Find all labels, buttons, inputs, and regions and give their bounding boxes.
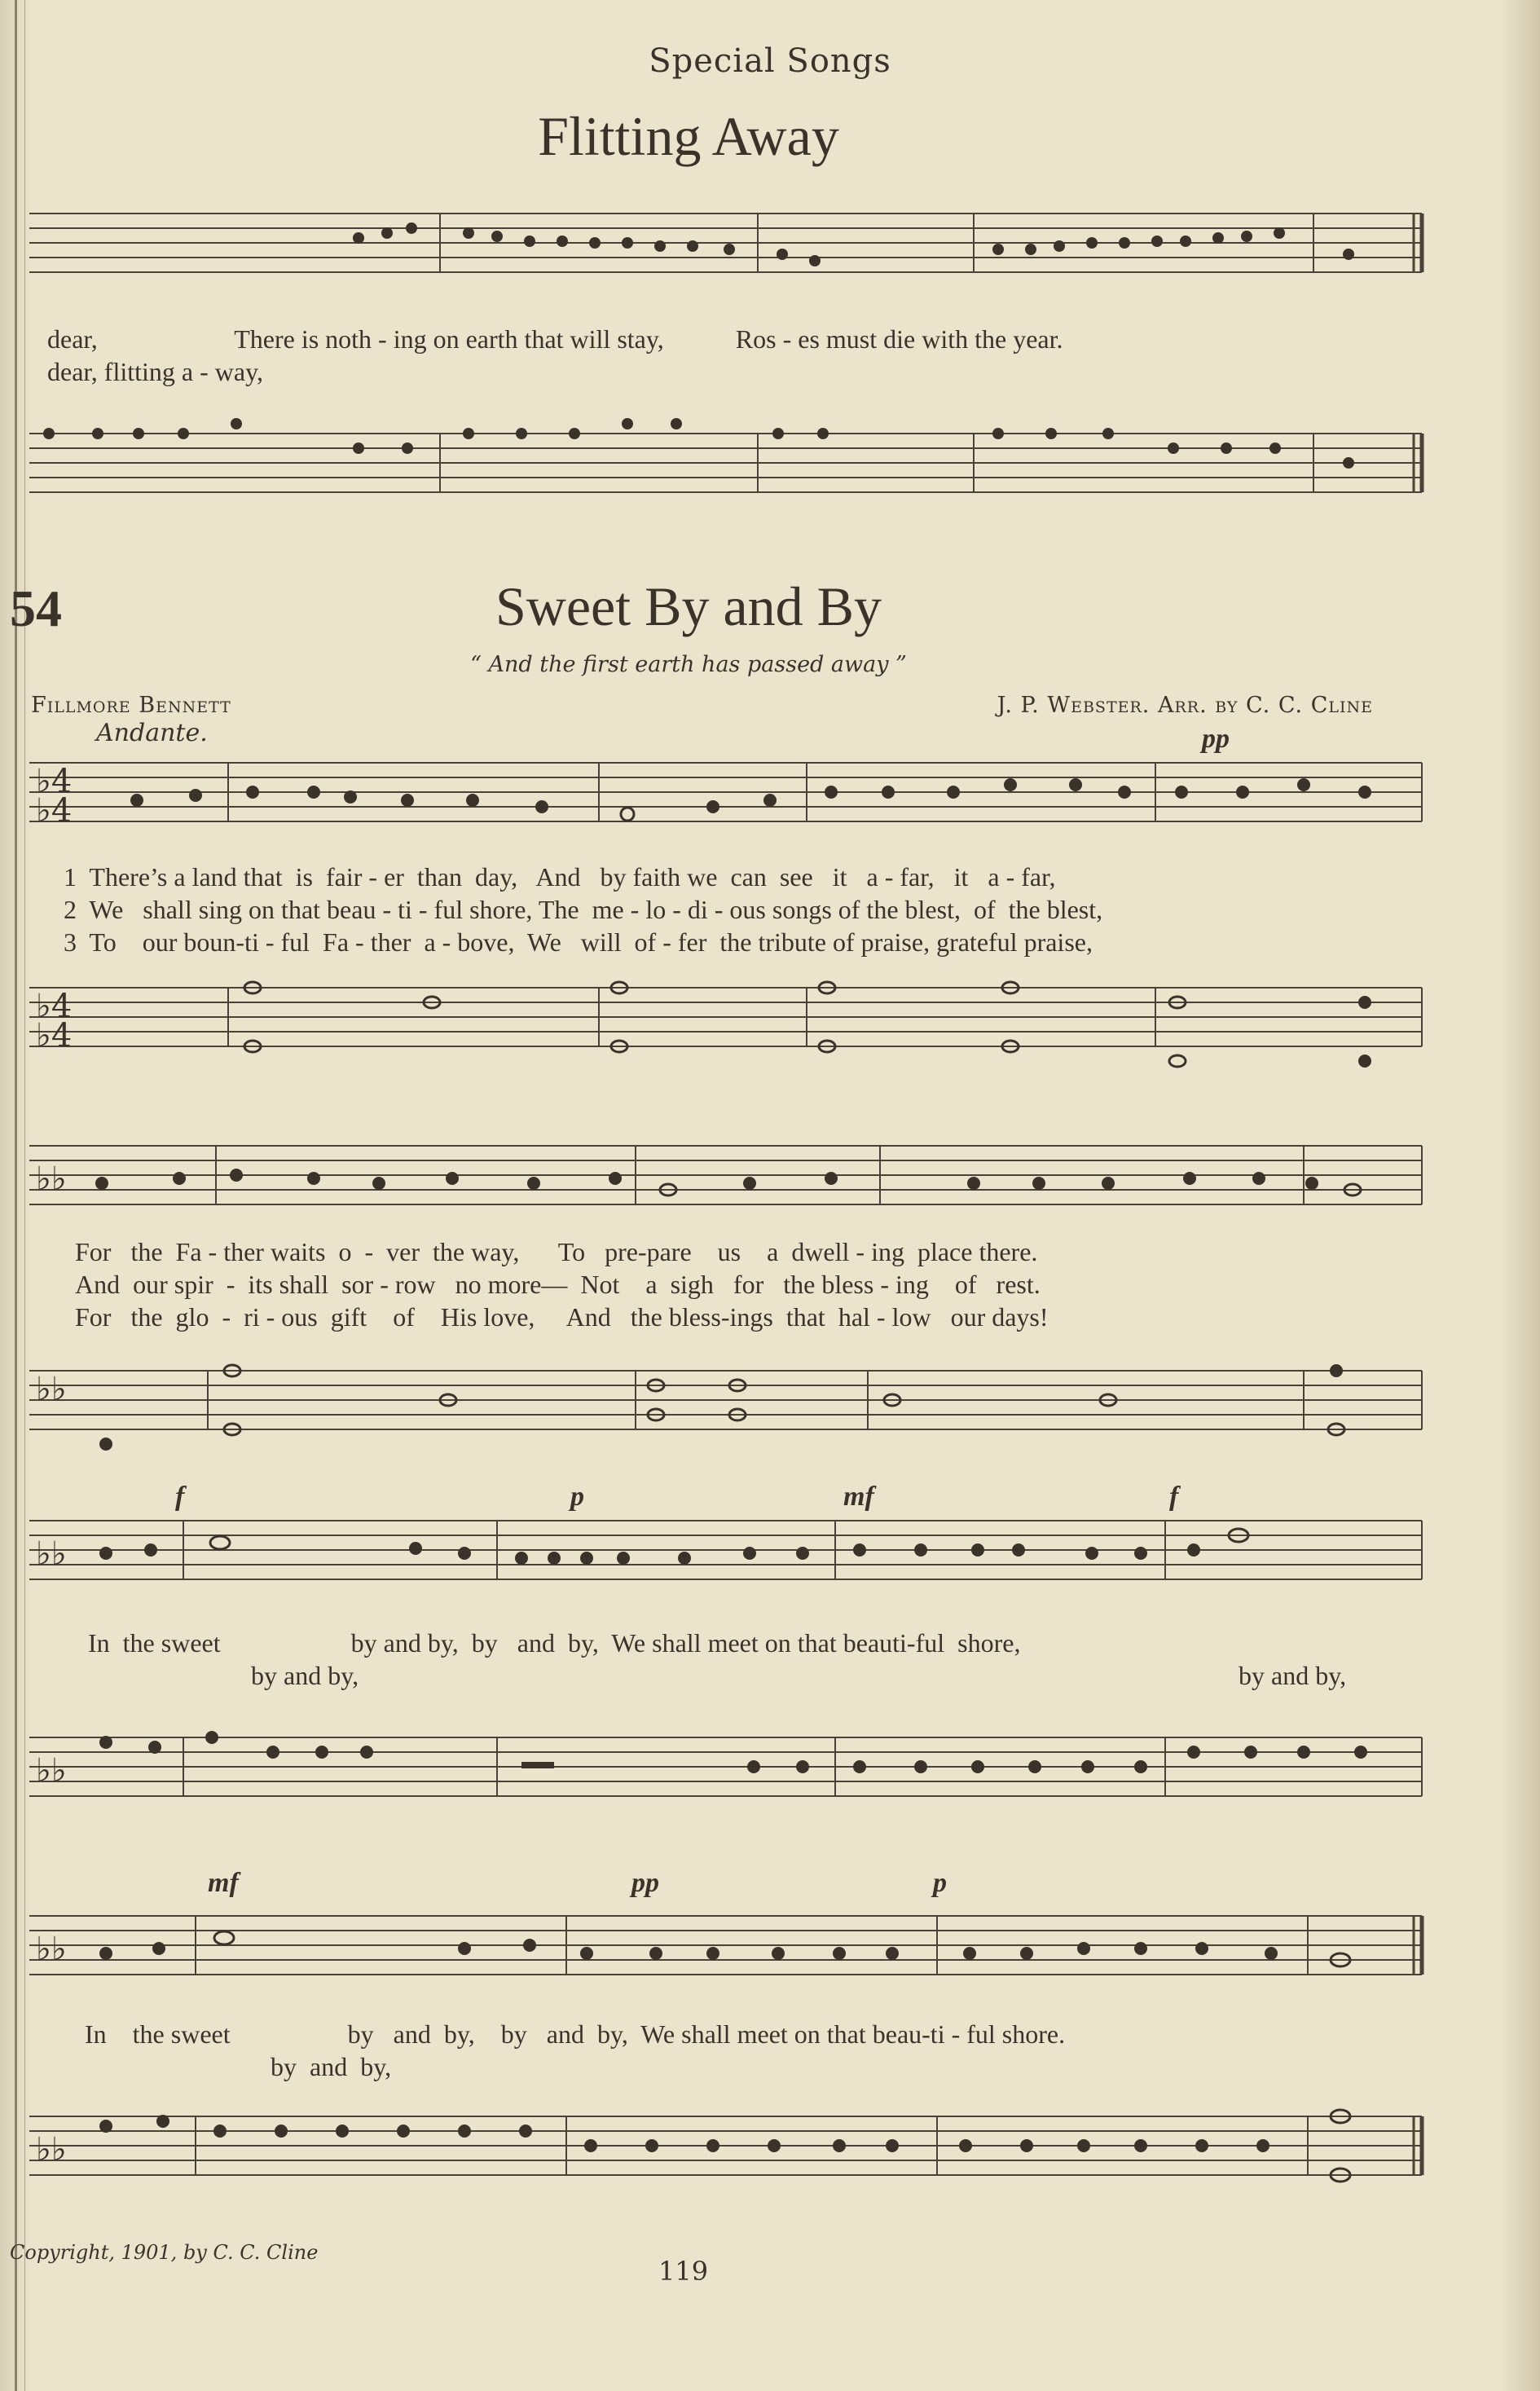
lyrics-chorus-echo: by and by, — [251, 1661, 359, 1690]
svg-text:♭4: ♭4 — [36, 792, 73, 830]
svg-text:♭♭: ♭♭ — [36, 2131, 67, 2169]
song-title-sweet-by-and-by: Sweet By and By — [495, 575, 882, 637]
music-staff-bass — [0, 970, 1540, 1084]
dynamic-marking-p: p — [570, 1482, 584, 1512]
music-staff-bass — [0, 416, 1540, 522]
music-staff-bass — [0, 1353, 1540, 1467]
svg-text:♭♭: ♭♭ — [36, 1371, 67, 1408]
music-staff-bass — [0, 2098, 1540, 2221]
lyrics-chorus-echo: by and by, — [1239, 1661, 1347, 1690]
song-subtitle: “ And the first earth has passed away ” — [470, 652, 907, 677]
dynamic-marking-f: f — [175, 1482, 185, 1512]
lyrics-flitting-line1: dear, There is noth - ing on earth that will stay, Ros - es must die with the year. — [47, 324, 1063, 354]
section-header: Special Songs — [649, 42, 891, 80]
lyrics-chorus-line1: In the sweet by and by, by and by, We shall meet on that beau-ti - ful shore. — [85, 2019, 1066, 2049]
dynamic-marking-mf: mf — [208, 1868, 239, 1898]
lyrics-verse1-line2: For the Fa - ther waits o - ver the way, To pre-pare us a dwell - ing place there. — [75, 1237, 1038, 1266]
lyrics-chorus-line1: In the sweet by and by, by and by, We shall meet on that beauti-ful shore, — [88, 1628, 1021, 1658]
music-staff-treble — [0, 750, 1540, 848]
song-number: 54 — [10, 579, 62, 637]
composer-credit: J. P. Webster. Arr. by C. C. Cline — [997, 693, 1373, 718]
dynamic-marking-pp: pp — [1202, 724, 1230, 754]
copyright-notice: Copyright, 1901, by C. C. Cline — [10, 2241, 319, 2264]
lyrics-verse2-line1: 2 We shall sing on that beau - ti - ful shore, The me - lo - di - ous songs of the blest, of the blest, — [64, 895, 1103, 924]
music-staff-treble — [0, 1508, 1540, 1605]
dynamic-marking-f: f — [1169, 1482, 1179, 1512]
svg-text:♭♭: ♭♭ — [36, 1752, 67, 1790]
dynamic-marking-mf: mf — [843, 1482, 874, 1512]
lyrics-verse1-line1: 1 There’s a land that is fair - er than day, And by faith we can see it a - far, it a - far, — [64, 862, 1056, 892]
music-staff-treble — [0, 1133, 1540, 1231]
tempo-marking: Andante. — [96, 719, 208, 747]
lyricist: Fillmore Bennett — [31, 693, 231, 718]
lyrics-verse3-line1: 3 To our boun-ti - ful Fa - ther a - bove, We will of - fer the tribute of praise, grateful praise, — [64, 927, 1093, 957]
music-staff-bass — [0, 1719, 1540, 1834]
lyrics-chorus-echo: by and by, — [271, 2052, 392, 2081]
svg-text:♭♭: ♭♭ — [36, 1931, 67, 1968]
dynamic-marking-p: p — [933, 1868, 947, 1898]
lyrics-verse3-line2: For the glo - ri - ous gift of His love, And the bless-ings that hal - low our days! — [75, 1302, 1049, 1332]
svg-text:♭4: ♭4 — [36, 763, 73, 800]
lyrics-verse2-line2: And our spir - its shall sor - row no more— Not a sigh for the bless - ing of rest. — [75, 1270, 1041, 1299]
lyrics-flitting-line2: dear, flitting a - way, — [47, 357, 263, 386]
song-title-flitting-away: Flitting Away — [538, 105, 839, 167]
page-number: 119 — [658, 2256, 709, 2287]
svg-text:♭♭: ♭♭ — [36, 1160, 67, 1198]
svg-text:♭♭: ♭♭ — [36, 1535, 67, 1573]
dynamic-marking-pp: pp — [631, 1868, 659, 1898]
svg-text:♭4: ♭4 — [36, 1017, 73, 1055]
music-staff-treble — [0, 1903, 1540, 2001]
music-staff-treble — [0, 196, 1540, 293]
svg-text:♭4: ♭4 — [36, 988, 73, 1025]
